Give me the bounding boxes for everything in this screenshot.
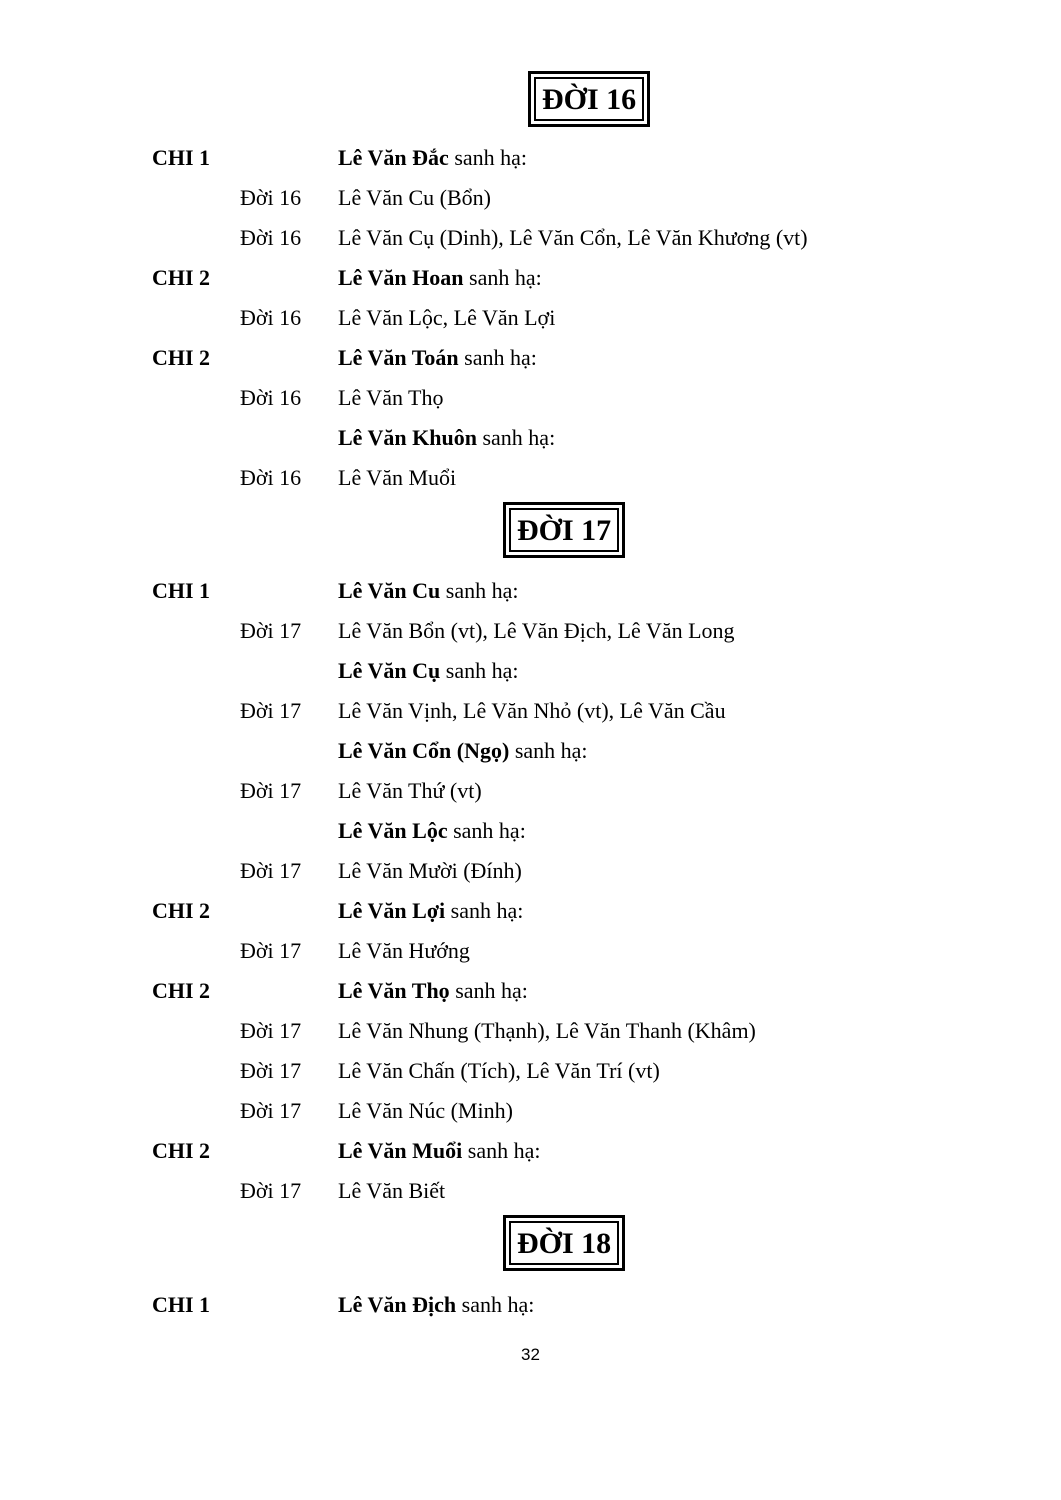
entry-row [0, 614, 1061, 648]
entry-row [0, 1094, 1061, 1128]
generation-heading-16 [528, 71, 650, 127]
generation-label: Đời 16 [240, 385, 302, 410]
entry-row [0, 341, 1061, 375]
parent-suffix: sanh hạ: [463, 265, 542, 290]
entry-row [0, 574, 1061, 608]
generation-label: Đời 17 [240, 1018, 302, 1043]
generation-label: Đời 16 [240, 225, 302, 250]
children-list: Lê Văn Biết [338, 1178, 446, 1203]
generation-heading-18 [503, 1215, 625, 1271]
generation-label: Đời 17 [240, 938, 302, 963]
generation-label: Đời 16 [240, 465, 302, 490]
page-number: 32 [521, 1345, 540, 1364]
parent-suffix: sanh hạ: [509, 738, 588, 763]
entry-row [0, 854, 1061, 888]
generation-label: Đời 17 [240, 618, 302, 643]
entry-row [0, 1054, 1061, 1088]
entry-row [0, 974, 1061, 1008]
parent-name: Lê Văn Lợi [338, 898, 446, 923]
parent-suffix: sanh hạ: [445, 898, 524, 923]
parent-suffix: sanh hạ: [440, 658, 519, 683]
parent-name: Lê Văn Hoan [338, 265, 464, 290]
entry-row [0, 1134, 1061, 1168]
parent-name: Lê Văn Muổi [338, 1138, 463, 1163]
entry-row [0, 734, 1061, 768]
entry-row [0, 934, 1061, 968]
parent-line [338, 574, 519, 608]
generation-label: Đời 17 [240, 778, 302, 803]
entry-row [0, 181, 1061, 215]
parent-name: Lê Văn Khuôn [338, 425, 477, 450]
children-list: Lê Văn Thứ (vt) [338, 778, 482, 803]
children-list: Lê Văn Bổn (vt), Lê Văn Địch, Lê Văn Long [338, 618, 735, 643]
entry-row [0, 141, 1061, 175]
entry-row [0, 694, 1061, 728]
generation-label: Đời 17 [240, 1178, 302, 1203]
children-list: Lê Văn Nhung (Thạnh), Lê Văn Thanh (Khâm) [338, 1018, 756, 1043]
children-list: Lê Văn Hướng [338, 938, 470, 963]
parent-suffix: sanh hạ: [448, 145, 528, 170]
parent-line [338, 141, 527, 175]
generation-label: Đời 17 [240, 698, 302, 723]
generation-heading-text: ĐỜI 16 [534, 77, 644, 121]
parent-line [338, 261, 542, 295]
generation-label: Đời 16 [240, 305, 302, 330]
parent-name: Lê Văn Đắc [338, 145, 449, 170]
parent-line [338, 421, 555, 455]
generation-heading-text: ĐỜI 18 [509, 1221, 619, 1265]
children-list: Lê Văn Cu (Bổn) [338, 185, 491, 210]
entry-row [0, 461, 1061, 495]
children-list: Lê Văn Mười (Đính) [338, 858, 522, 883]
branch-label: CHI 1 [152, 578, 211, 603]
entry-row [0, 1288, 1061, 1322]
children-list: Lê Văn Núc (Minh) [338, 1098, 513, 1123]
entry-row [0, 221, 1061, 255]
generation-label: Đời 16 [240, 185, 302, 210]
branch-label: CHI 1 [152, 1292, 211, 1317]
entry-row [0, 894, 1061, 928]
parent-suffix: sanh hạ: [440, 578, 519, 603]
parent-suffix: sanh hạ: [462, 1138, 541, 1163]
generation-heading-text: ĐỜI 17 [509, 508, 619, 552]
entry-row [0, 814, 1061, 848]
parent-suffix: sanh hạ: [449, 978, 528, 1003]
parent-name: Lê Văn Cổn (Ngọ) [338, 738, 510, 763]
parent-suffix: sanh hạ: [447, 818, 526, 843]
branch-label: CHI 1 [152, 145, 211, 170]
parent-name: Lê Văn Thọ [338, 978, 450, 1003]
entry-row [0, 1014, 1061, 1048]
parent-suffix: sanh hạ: [476, 425, 556, 450]
entry-row [0, 381, 1061, 415]
branch-label: CHI 2 [152, 978, 211, 1003]
parent-line [338, 734, 588, 768]
parent-line [338, 814, 526, 848]
entry-row [0, 654, 1061, 688]
parent-line [338, 654, 519, 688]
children-list: Lê Văn Cụ (Dinh), Lê Văn Cổn, Lê Văn Khương (vt) [338, 225, 808, 250]
entry-row [0, 774, 1061, 808]
branch-label: CHI 2 [152, 898, 211, 923]
branch-label: CHI 2 [152, 345, 211, 370]
children-list: Lê Văn Muổi [338, 465, 457, 490]
generation-label: Đời 17 [240, 1058, 302, 1083]
children-list: Lê Văn Thọ [338, 385, 444, 410]
parent-name: Lê Văn Cụ [338, 658, 441, 683]
generation-label: Đời 17 [240, 1098, 302, 1123]
parent-suffix: sanh hạ: [456, 1292, 535, 1317]
generation-heading-17 [503, 502, 625, 558]
parent-name: Lê Văn Lộc [338, 818, 448, 843]
parent-name: Lê Văn Địch [338, 1292, 457, 1317]
parent-line [338, 341, 537, 375]
parent-name: Lê Văn Toán [338, 345, 459, 370]
parent-line [338, 894, 523, 928]
branch-label: CHI 2 [152, 265, 211, 290]
entry-row [0, 301, 1061, 335]
children-list: Lê Văn Chấn (Tích), Lê Văn Trí (vt) [338, 1058, 660, 1083]
parent-line [338, 1134, 540, 1168]
parent-name: Lê Văn Cu [338, 578, 441, 603]
entry-row [0, 261, 1061, 295]
parent-line [338, 974, 528, 1008]
entry-row [0, 1174, 1061, 1208]
parent-suffix: sanh hạ: [458, 345, 537, 370]
parent-line [338, 1288, 534, 1322]
children-list: Lê Văn Vịnh, Lê Văn Nhỏ (vt), Lê Văn Cầu [338, 698, 726, 723]
children-list: Lê Văn Lộc, Lê Văn Lợi [338, 305, 556, 330]
generation-label: Đời 17 [240, 858, 302, 883]
branch-label: CHI 2 [152, 1138, 211, 1163]
entry-row [0, 421, 1061, 455]
